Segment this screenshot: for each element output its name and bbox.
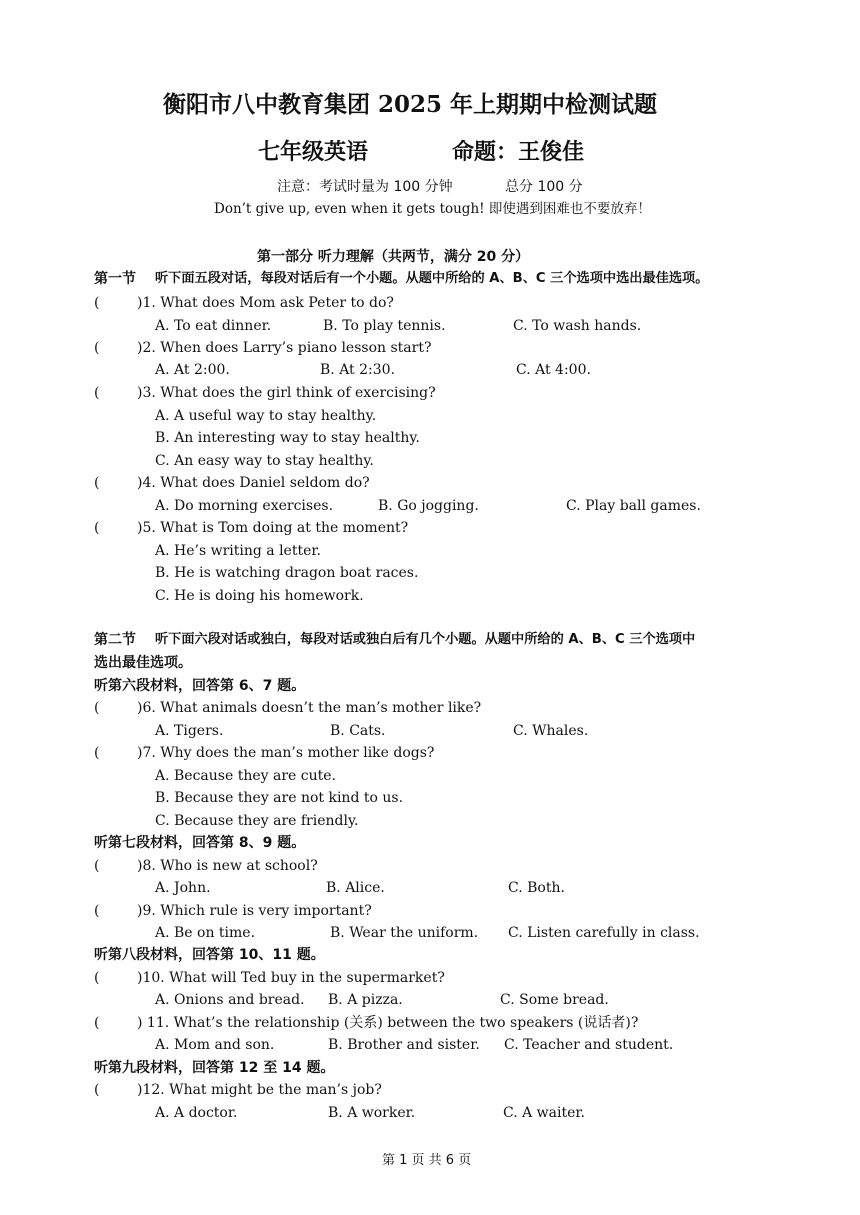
motto: Don’t give up, even when it gets tough! 即使遇到困难也不要放弃！ — [214, 201, 651, 217]
answer-blank[interactable]: ( — [94, 700, 100, 716]
question-6: )6. What animals doesn’t the man’s mother like? — [137, 700, 482, 716]
q4-option-b: B. Go jogging. — [378, 498, 479, 514]
q5-option-c: C. He is doing his homework. — [155, 588, 364, 604]
author: 命题：王俊佳 — [452, 139, 585, 165]
q10-option-b: B. A pizza. — [328, 992, 403, 1008]
answer-blank[interactable]: ( — [94, 340, 100, 356]
material-6-heading: 听第六段材料，回答第 6、7 题。 — [94, 678, 306, 694]
page-number: 第 1 页 共 6 页 — [382, 1153, 472, 1168]
question-4: )4. What does Daniel seldom do? — [137, 475, 370, 491]
q1-option-a: A. To eat dinner. — [155, 318, 272, 334]
note-score: 总分 100 分 — [505, 179, 583, 195]
q5-option-a: A. He’s writing a letter. — [155, 543, 321, 559]
answer-blank[interactable]: ( — [94, 295, 100, 311]
answer-blank[interactable]: ( — [94, 903, 100, 919]
answer-blank[interactable]: ( — [94, 520, 100, 536]
section1-label: 第一节 — [94, 271, 136, 287]
q10-option-a: A. Onions and bread. — [155, 992, 305, 1008]
question-3: )3. What does the girl think of exercising? — [137, 385, 436, 401]
question-2: )2. When does Larry’s piano lesson start? — [137, 340, 432, 356]
answer-blank[interactable]: ( — [94, 745, 100, 761]
section1-instruction: 听下面五段对话，每段对话后有一个小题。从题中所给的 A、B、C 三个选项中选出最佳选项。 — [155, 271, 709, 286]
q5-option-b: B. He is watching dragon boat races. — [155, 565, 419, 581]
q6-option-c: C. Whales. — [513, 723, 589, 739]
material-8-heading: 听第八段材料，回答第 10、11 题。 — [94, 947, 325, 963]
q12-option-a: A. A doctor. — [155, 1105, 238, 1121]
answer-blank[interactable]: ( — [94, 970, 100, 986]
question-12: )12. What might be the man’s job? — [137, 1082, 382, 1098]
section2-instruction-line2: 选出最佳选项。 — [94, 655, 192, 671]
q11-option-a: A. Mom and son. — [155, 1037, 275, 1053]
q4-option-a: A. Do morning exercises. — [155, 498, 334, 514]
q7-option-b: B. Because they are not kind to us. — [155, 790, 404, 806]
q2-option-b: B. At 2:30. — [320, 362, 396, 378]
q8-option-b: B. Alice. — [326, 880, 385, 896]
answer-blank[interactable]: ( — [94, 858, 100, 874]
grade-subject: 七年级英语 — [258, 139, 369, 165]
exam-title: 衡阳市八中教育集团 2025 年上期期中检测试题 — [163, 91, 658, 118]
q12-option-c: C. A waiter. — [503, 1105, 585, 1121]
material-9-heading: 听第九段材料，回答第 12 至 14 题。 — [94, 1060, 335, 1076]
answer-blank[interactable]: ( — [94, 1082, 100, 1098]
section2-label: 第二节 — [94, 632, 136, 648]
q2-option-a: A. At 2:00. — [155, 362, 230, 378]
q1-option-b: B. To play tennis. — [323, 318, 446, 334]
q7-option-c: C. Because they are friendly. — [155, 813, 359, 829]
q6-option-a: A. Tigers. — [155, 723, 224, 739]
q8-option-c: C. Both. — [508, 880, 565, 896]
q9-option-a: A. Be on time. — [155, 925, 256, 941]
q4-option-c: C. Play ball games. — [566, 498, 701, 514]
q12-option-b: B. A worker. — [328, 1105, 416, 1121]
q6-option-b: B. Cats. — [330, 723, 386, 739]
q8-option-a: A. John. — [155, 880, 211, 896]
question-9: )9. Which rule is very important? — [137, 903, 372, 919]
q2-option-c: C. At 4:00. — [516, 362, 591, 378]
q9-option-c: C. Listen carefully in class. — [508, 925, 700, 941]
question-10: )10. What will Ted buy in the supermarket? — [137, 970, 445, 986]
question-1: )1. What does Mom ask Peter to do? — [137, 295, 394, 311]
q9-option-b: B. Wear the uniform. — [330, 925, 479, 941]
answer-blank[interactable]: ( — [94, 385, 100, 401]
answer-blank[interactable]: ( — [94, 1015, 100, 1031]
q1-option-c: C. To wash hands. — [513, 318, 642, 334]
q10-option-c: C. Some bread. — [500, 992, 609, 1008]
q11-option-b: B. Brother and sister. — [328, 1037, 480, 1053]
part1-heading: 第一部分 听力理解（共两节，满分 20 分） — [257, 249, 530, 265]
note-time: 注意：考试时量为 100 分钟 — [277, 179, 453, 195]
answer-blank[interactable]: ( — [94, 475, 100, 491]
material-7-heading: 听第七段材料，回答第 8、9 题。 — [94, 835, 306, 851]
q3-option-c: C. An easy way to stay healthy. — [155, 453, 374, 469]
question-8: )8. Who is new at school? — [137, 858, 318, 874]
q11-option-c: C. Teacher and student. — [504, 1037, 674, 1053]
question-5: )5. What is Tom doing at the moment? — [137, 520, 409, 536]
q7-option-a: A. Because they are cute. — [155, 768, 336, 784]
question-7: )7. Why does the man’s mother like dogs? — [137, 745, 435, 761]
q3-option-a: A. A useful way to stay healthy. — [155, 408, 377, 424]
question-11: ) 11. What’s the relationship (关系) between the two speakers (说话者)? — [137, 1015, 639, 1031]
q3-option-b: B. An interesting way to stay healthy. — [155, 430, 420, 446]
section2-instruction-line1: 听下面六段对话或独白，每段对话或独白后有几个小题。从题中所给的 A、B、C 三个选项中 — [155, 632, 696, 647]
